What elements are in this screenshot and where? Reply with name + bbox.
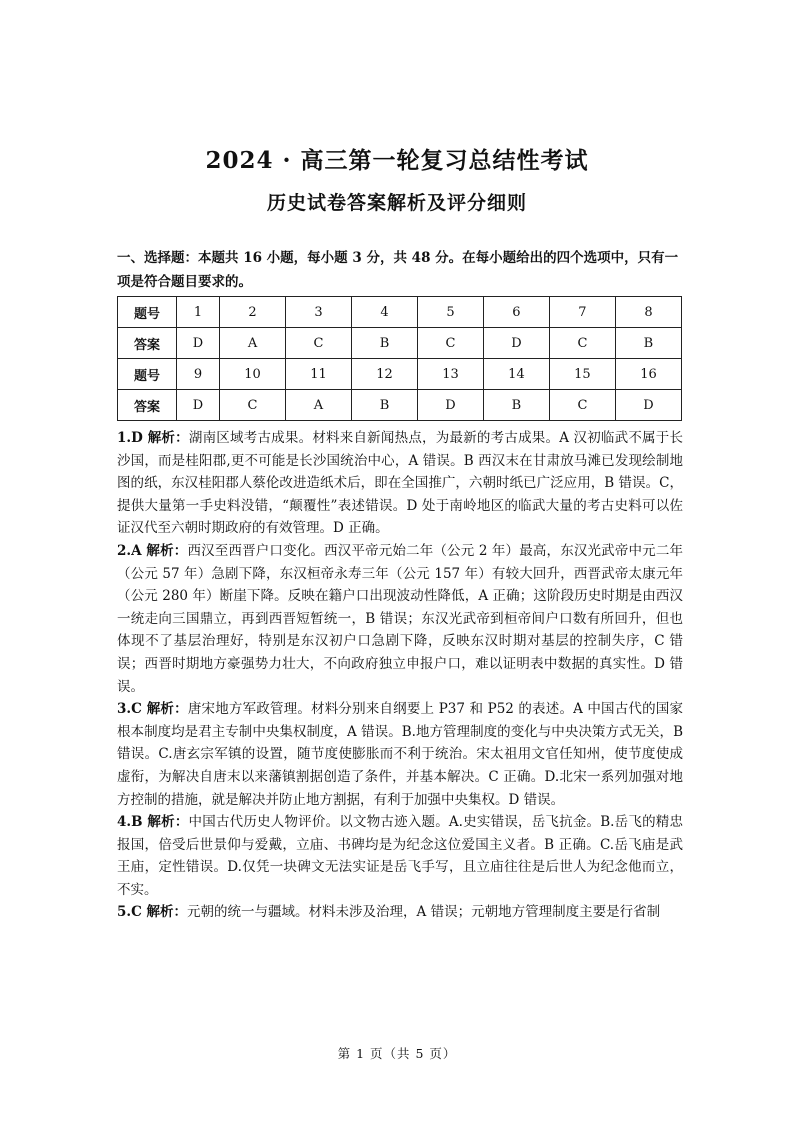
table-row <box>118 390 682 421</box>
table-cell: 13 <box>417 359 483 390</box>
table-cell: C <box>220 390 286 421</box>
table-cell: 15 <box>549 359 615 390</box>
table-cell: 14 <box>483 359 549 390</box>
table-row <box>118 328 682 359</box>
explanations <box>117 427 683 924</box>
explanation-lead: 5.C 解析： <box>117 904 188 921</box>
table-cell: 4 <box>351 297 417 328</box>
table-cell: D <box>483 328 549 359</box>
table-cell: 7 <box>549 297 615 328</box>
table-cell: B <box>351 328 417 359</box>
explanation-item <box>117 698 683 811</box>
table-row <box>118 359 682 390</box>
table-row <box>118 297 682 328</box>
table-cell: 1 <box>177 297 220 328</box>
table-cell: B <box>351 390 417 421</box>
explanation-item <box>117 427 683 540</box>
explanation-lead: 4.B 解析： <box>117 814 189 831</box>
table-cell: C <box>549 328 615 359</box>
table-cell: D <box>615 390 681 421</box>
explanation-text: 唐宋地方军政管理。材料分别来自纲要上 P37 和 P52 的表述。A 中国古代的国家根本制度均是君主专制中央集权制度，A 错误。B.地方管理制度的变化与中央决策方式无关，B 错误。C.唐玄宗军镇的设置，随节度使膨胀而不利于统治。宋太祖用文官任知州，使节度使成虚衔，为解决自唐末以来藩镇割据创造了条件，并基本解决。C 正确。D.北宋一系列加强对地方控制的措施，就是解决并防止地方割据，有利于加强中央集权。D 错误。 <box>117 701 683 808</box>
table-cell: D <box>177 328 220 359</box>
section-heading: 一、选择题：本题共 16 小题，每小题 3 分，共 48 分。在每小题给出的四个选项中，只有一项是符合题目要求的。 <box>117 250 679 290</box>
table-cell: D <box>177 390 220 421</box>
table-cell: B <box>483 390 549 421</box>
table-cell: 16 <box>615 359 681 390</box>
explanation-item <box>117 811 683 901</box>
row-header-cell: 答案 <box>118 390 177 421</box>
table-cell: 3 <box>286 297 352 328</box>
table-cell: 5 <box>417 297 483 328</box>
document-title: 2024 · 高三第一轮复习总结性考试 <box>205 147 589 174</box>
page-number: 第 1 页（共 5 页） <box>337 1046 457 1061</box>
row-header-cell: 答案 <box>118 328 177 359</box>
table-cell: 11 <box>286 359 352 390</box>
table-cell: D <box>417 390 483 421</box>
explanation-text: 元朝的统一与疆域。材料未涉及治理，A 错误；元朝地方管理制度主要是行省制 <box>187 904 661 921</box>
explanation-lead: 2.A 解析： <box>117 542 188 559</box>
explanation-item <box>117 540 683 698</box>
table-cell: 12 <box>351 359 417 390</box>
table-cell: 2 <box>220 297 286 328</box>
explanation-text: 湖南区域考古成果。材料来自新闻热点，为最新的考古成果。A 汉初临武不属于长沙国，而是桂阳郡,更不可能是长沙国统治中心，A 错误。B 西汉末在甘肃放马滩已发现绘制地图的纸，东汉桂阳郡人蔡伦改进造纸术后，即在全国推广，六朝时纸已广泛应用，B 错误。C，提供大量第一手史料没错，“颠覆性”表述错误。D 处于南岭地区的临武大量的考古史料可以佐证汉代至六朝时期政府的有效管理。D 正确。 <box>117 430 683 537</box>
table-cell: C <box>549 390 615 421</box>
table-cell: 10 <box>220 359 286 390</box>
table-cell: A <box>286 390 352 421</box>
row-header-cell: 题号 <box>118 359 177 390</box>
table-cell: 8 <box>615 297 681 328</box>
row-header-cell: 题号 <box>118 297 177 328</box>
table-cell: 9 <box>177 359 220 390</box>
explanation-text: 西汉至西晋户口变化。西汉平帝元始二年（公元 2 年）最高，东汉光武帝中元二年（公元 57 年）急剧下降，东汉桓帝永寿三年（公元 157 年）有较大回升，西晋武帝太康元年（公元 280 年）断崖下降。反映在籍户口出现波动性降低，A 正确；这阶段历史时期是由西汉一统走向三国鼎立，再到西晋短暂统一，B 错误；东汉光武帝到桓帝间户口数有所回升，但也体现不了基层治理好，特别是东汉初户口急剧下降，反映东汉时期对基层的控制失序，C 错误；西晋时期地方豪强势力壮大，不向政府独立申报户口，难以证明表中数据的真实性。D 错误。 <box>117 542 684 695</box>
explanation-lead: 1.D 解析： <box>117 430 189 446</box>
table-cell: C <box>286 328 352 359</box>
explanation-text: 中国古代历史人物评价。以文物古迹入题。A.史实错误，岳飞抗金。B.岳飞的精忠报国，倍受后世景仰与爱戴，立庙、书碑均是为纪念这位爱国主义者。B 正确。C.岳飞庙是武王庙，定性错误。D.仅凭一块碑文无法实证是岳飞手写，且立庙往往是后世人为纪念他而立，不实。 <box>117 814 683 898</box>
table-cell: A <box>220 328 286 359</box>
table-cell: B <box>615 328 681 359</box>
document-subtitle: 历史试卷答案解析及评分细则 <box>266 192 527 214</box>
answer-table <box>117 296 682 421</box>
explanation-lead: 3.C 解析： <box>117 701 188 718</box>
table-cell: 6 <box>483 297 549 328</box>
table-cell: C <box>417 328 483 359</box>
explanation-item <box>117 901 683 924</box>
